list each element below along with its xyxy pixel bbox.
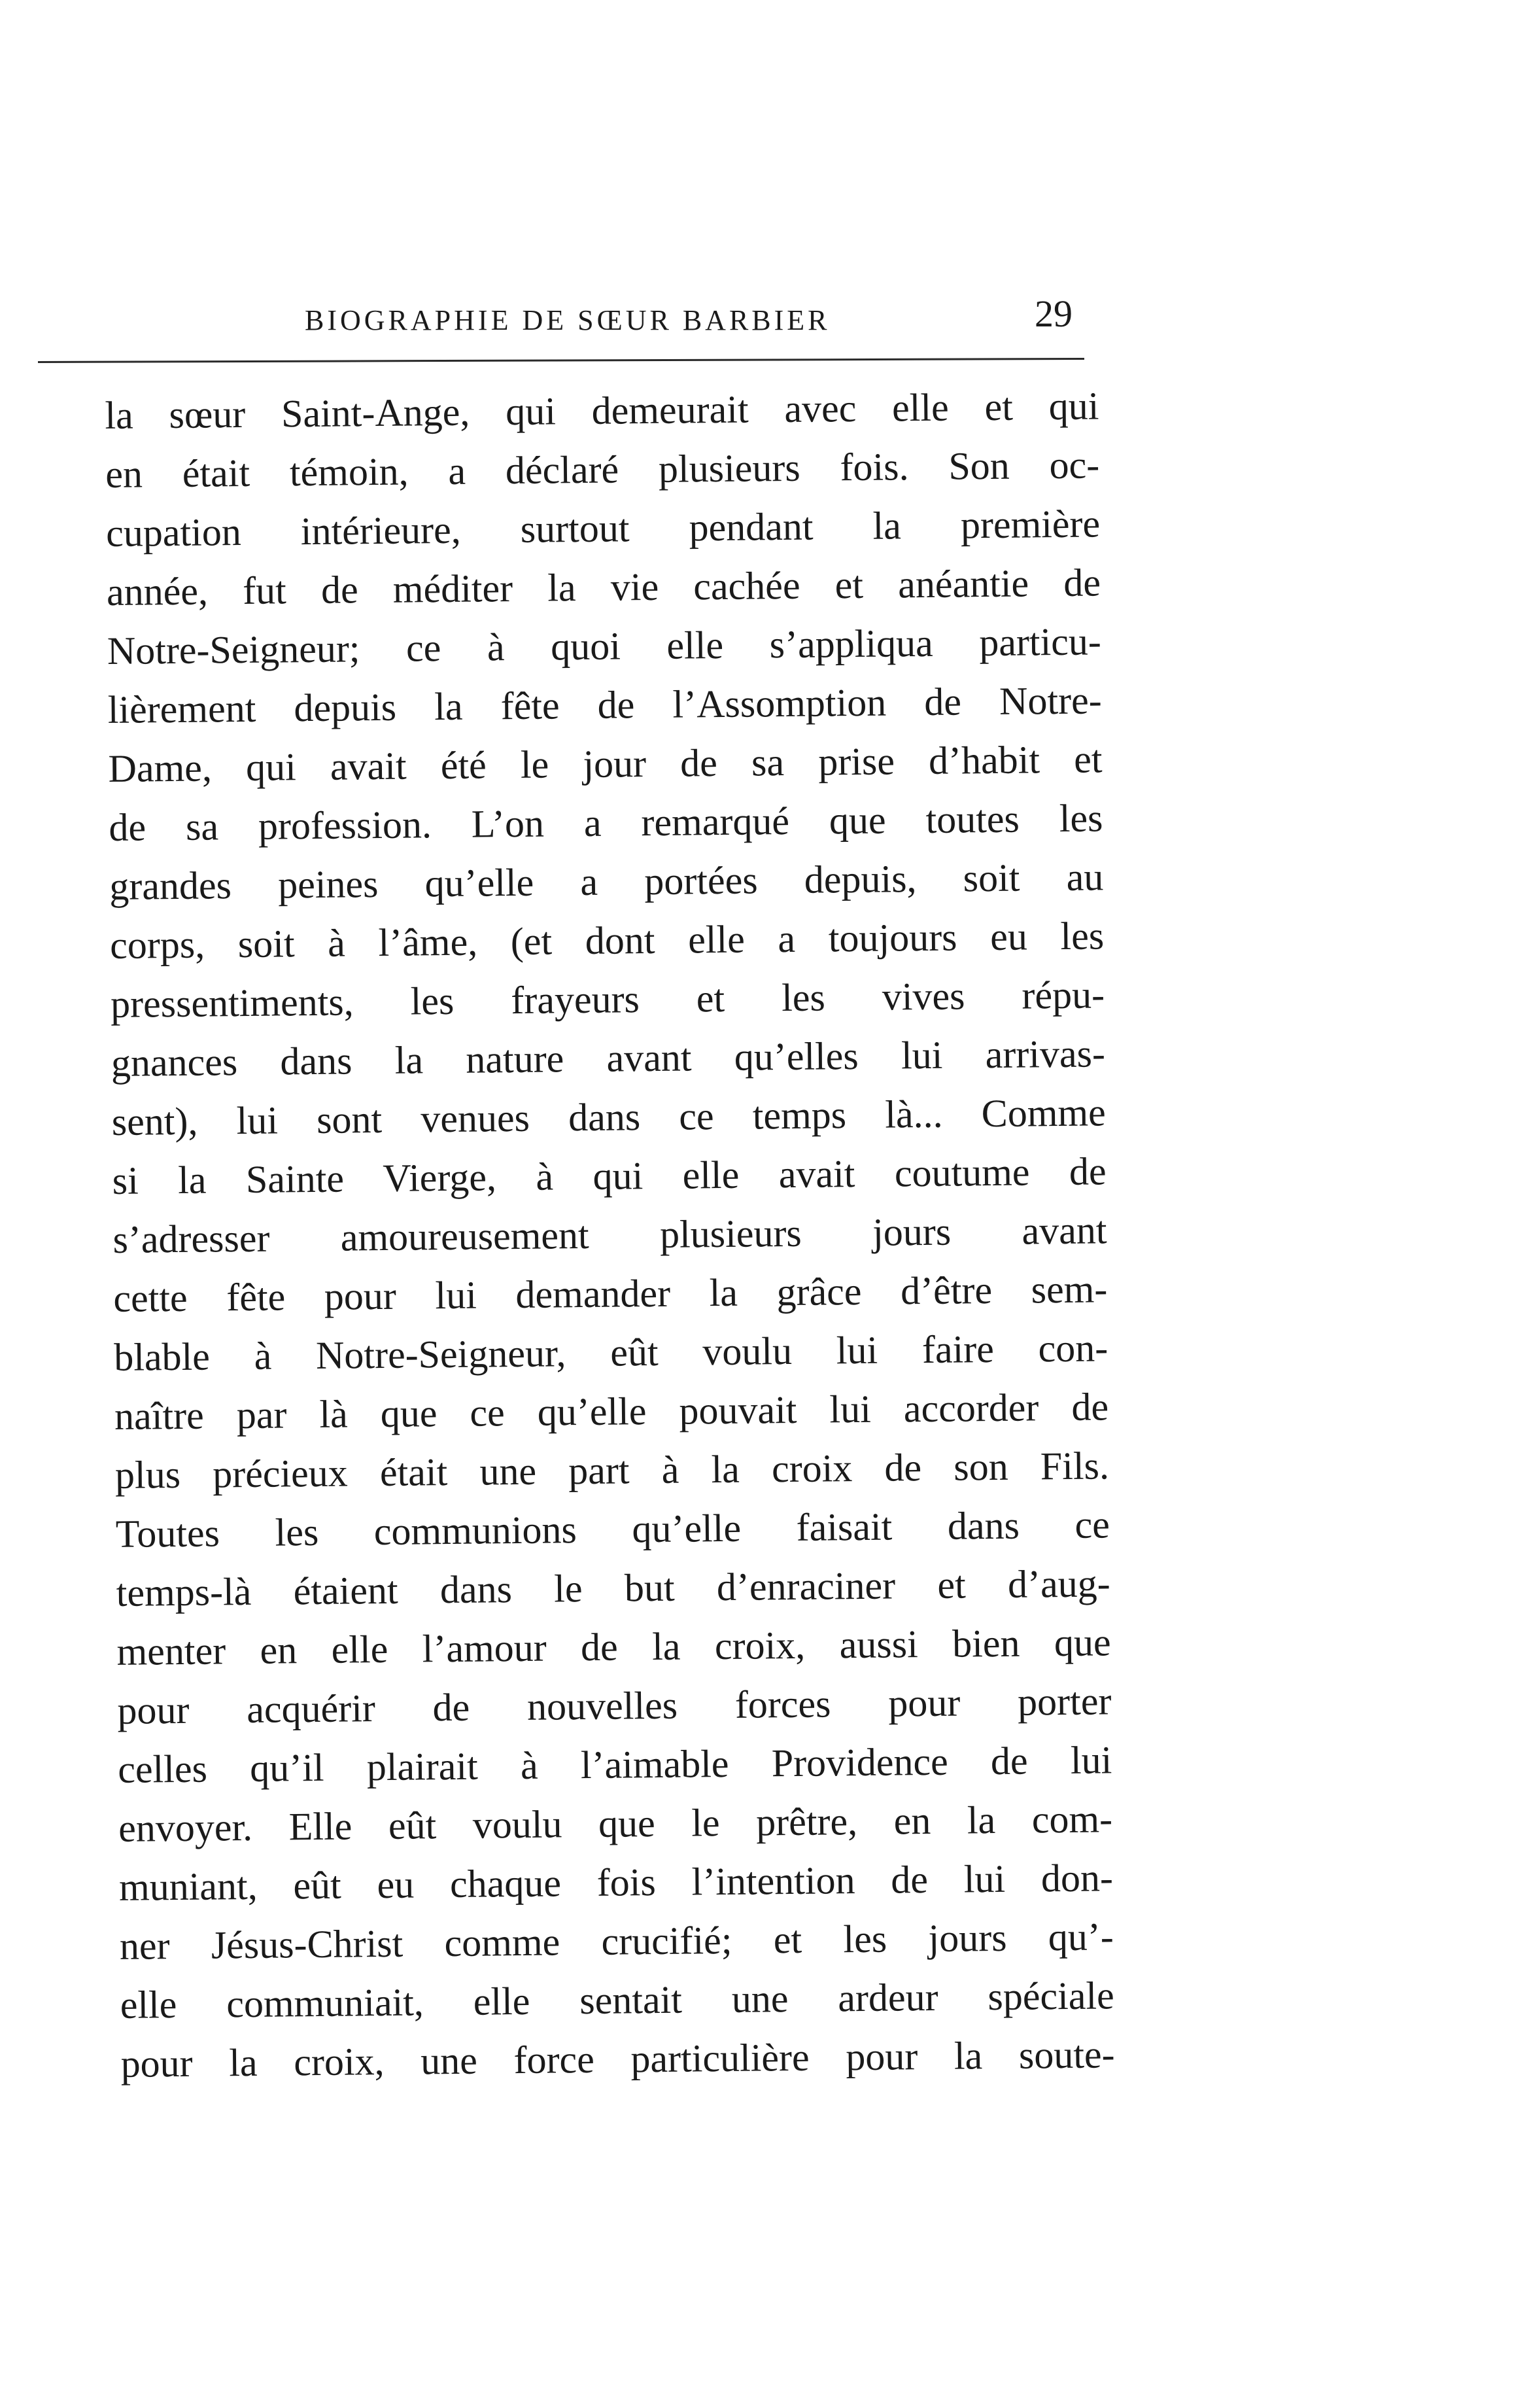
text-line: blable à Notre-Seigneur, eût voulu lui faire con- bbox=[113, 1326, 1108, 1379]
text-line: grandes peines qu’elle a portées depuis, soit au bbox=[109, 855, 1104, 908]
text-line: ner Jésus-Christ comme crucifié; et les jours qu’- bbox=[119, 1915, 1114, 1968]
page-number: 29 bbox=[1035, 292, 1073, 335]
text-line: menter en elle l’amour de la croix, aussi bien que bbox=[116, 1620, 1111, 1673]
text-line: de sa profession. L’on a remarqué que toutes les bbox=[109, 796, 1103, 849]
text-line: Toutes les communions qu’elle faisait dans ce bbox=[115, 1503, 1110, 1556]
text-line: en était témoin, a déclaré plusieurs fois. Son oc- bbox=[105, 443, 1100, 496]
header-rule bbox=[38, 358, 1084, 363]
page-header bbox=[110, 292, 1084, 357]
text-line: envoyer. Elle eût voulu que le prêtre, en la com- bbox=[118, 1797, 1113, 1850]
text-line: gnances dans la nature avant qu’elles lui arrivas- bbox=[111, 1032, 1106, 1085]
text-line: lièrement depuis la fête de l’Assomption de Notre- bbox=[107, 678, 1102, 731]
text-line: pour acquérir de nouvelles forces pour porter bbox=[117, 1679, 1112, 1732]
text-line: Notre-Seigneur; ce à quoi elle s’appliqua particu- bbox=[107, 619, 1102, 672]
body-text bbox=[105, 376, 1115, 2093]
text-line: naître par là que ce qu’elle pouvait lui accorder de bbox=[114, 1385, 1109, 1438]
text-line: pressentiments, les frayeurs et les vives répu- bbox=[110, 973, 1105, 1026]
text-line: année, fut de méditer la vie cachée et anéantie de bbox=[106, 561, 1101, 614]
text-line: muniant, eût eu chaque fois l’intention de lui don- bbox=[118, 1856, 1114, 1909]
text-line: pour la croix, une force particulière pour la soute- bbox=[120, 2033, 1115, 2085]
running-title: BIOGRAPHIE DE SŒUR BARBIER bbox=[305, 304, 831, 336]
text-line: cette fête pour lui demander la grâce d’être sem- bbox=[113, 1267, 1108, 1320]
text-line: plus précieux était une part à la croix de son Fils. bbox=[114, 1444, 1110, 1497]
text-line: si la Sainte Vierge, à qui elle avait coutume de bbox=[112, 1149, 1107, 1202]
text-line: corps, soit à l’âme, (et dont elle a toujours eu les bbox=[109, 914, 1105, 967]
text-line: temps-là étaient dans le but d’enraciner et d’aug- bbox=[116, 1562, 1110, 1614]
text-line: s’adresser amoureusement plusieurs jours avant bbox=[112, 1208, 1107, 1261]
text-line: la sœur Saint-Ange, qui demeurait avec elle et qui bbox=[105, 384, 1099, 437]
text-line: elle communiait, elle sentait une ardeur spéciale bbox=[120, 1974, 1115, 2027]
text-line: cupation intérieure, surtout pendant la première bbox=[105, 502, 1101, 555]
text-line: sent), lui sont venues dans ce temps là... Comme bbox=[111, 1091, 1107, 1143]
text-line: celles qu’il plairait à l’aimable Providence de lui bbox=[117, 1738, 1112, 1791]
text-line: Dame, qui avait été le jour de sa prise d’habit et bbox=[108, 737, 1103, 790]
